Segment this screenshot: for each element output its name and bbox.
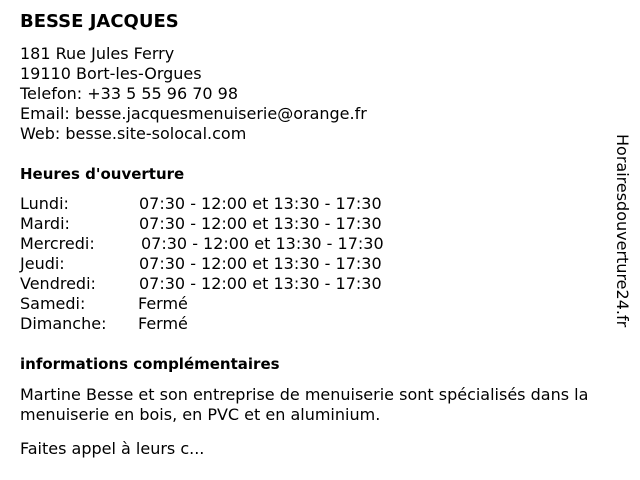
web-line[interactable]: Web: besse.site-solocal.com bbox=[20, 124, 247, 143]
address-line-1: 181 Rue Jules Ferry bbox=[20, 44, 175, 63]
more-text: Faites appel à leurs c... bbox=[20, 439, 205, 458]
info-title: informations complémentaires bbox=[20, 355, 280, 373]
day-label: Mercredi: bbox=[20, 234, 95, 253]
site-watermark: Horairesdouverture24.fr bbox=[613, 134, 632, 328]
hours-value: 07:30 - 12:00 et 13:30 - 17:30 bbox=[139, 254, 382, 273]
email-line[interactable]: Email: besse.jacquesmenuiserie@orange.fr bbox=[20, 104, 367, 123]
day-label: Jeudi: bbox=[20, 254, 65, 273]
day-label: Samedi: bbox=[20, 294, 86, 313]
hours-title: Heures d'ouverture bbox=[20, 165, 185, 183]
hours-value: 07:30 - 12:00 et 13:30 - 17:30 bbox=[141, 234, 384, 253]
contact-block bbox=[20, 44, 367, 144]
hours-value: 07:30 - 12:00 et 13:30 - 17:30 bbox=[139, 274, 382, 293]
day-label: Dimanche: bbox=[20, 314, 107, 333]
hours-value: 07:30 - 12:00 et 13:30 - 17:30 bbox=[139, 194, 382, 213]
description-text: Martine Besse et son entreprise de menuiserie sont spécialisés dans la menuiserie en bois, en PVC et en aluminium. bbox=[20, 385, 589, 424]
address-line-2: 19110 Bort-les-Orgues bbox=[20, 64, 202, 83]
day-label: Mardi: bbox=[20, 214, 70, 233]
hours-value: Fermé bbox=[138, 294, 188, 313]
phone-line[interactable]: Telefon: +33 5 55 96 70 98 bbox=[20, 84, 239, 103]
hours-value: 07:30 - 12:00 et 13:30 - 17:30 bbox=[139, 214, 382, 233]
day-label: Lundi: bbox=[20, 194, 69, 213]
business-name: BESSE JACQUES bbox=[20, 11, 179, 32]
day-label: Vendredi: bbox=[20, 274, 96, 293]
hours-value: Fermé bbox=[138, 314, 188, 333]
